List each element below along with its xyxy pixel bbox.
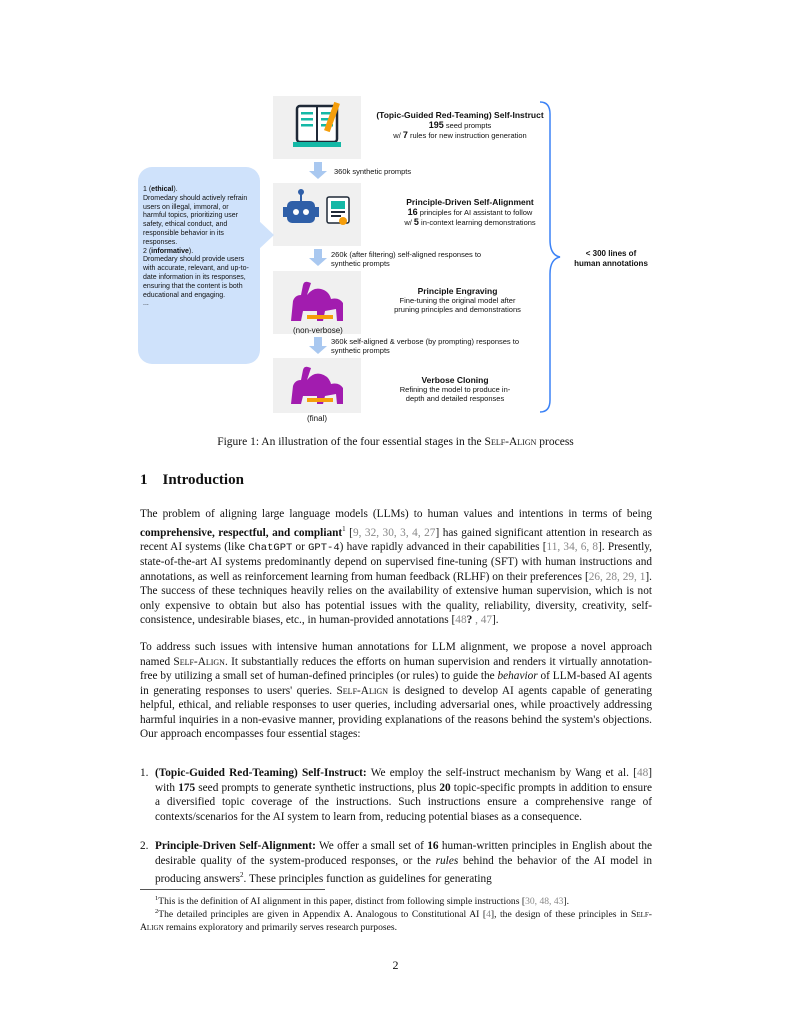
stage3-text: [375, 286, 540, 314]
list-item-number-bold: 175: [178, 781, 196, 794]
footnote-text: This is the definition of AI alignment in this paper, distinct from following simple instructions: [158, 896, 522, 908]
stage1-seed-text: seed prompts: [443, 121, 492, 130]
principle-1-name: ethical: [151, 186, 174, 193]
footnote-text: remains exploratory and primarily serves research purposes.: [163, 921, 398, 933]
p2-text-a: To address such issues with intensive human annotations for LLM alignment, we propose a novel approach named: [140, 641, 652, 668]
principle-2: [143, 248, 253, 257]
footnote-marker: 2: [155, 908, 159, 915]
p2-text-d: is designed to develop AI agents capable of generating helpful, ethical, and reliable responses to user queries, including adversarial ones, while proactively addressing harmful inquiries in a non-evasive manner, providing explanations of the reasons behind the system's objections. Our approach encompasses four essential stages:: [140, 684, 652, 740]
down-arrow-icon: [308, 162, 328, 180]
stage1-rule-text: rules for new instruction generation: [407, 131, 527, 140]
list-item-text: topic-specific prompts in addition to ensure a diversified topic coverage of the instructions. Such instructions ensure a comprehensive range of contexts/scenarios for the AI system to learn from, reducing potential biases as a consequence.: [155, 781, 652, 823]
list-item-text: human-written principles in English about the desirable quality of the system-produced responses, or the: [155, 840, 652, 867]
stage4-icon-box: [273, 358, 361, 413]
page-number: 2: [392, 958, 399, 972]
citation[interactable]: , 47: [472, 614, 493, 627]
stage4-title: Verbose Cloning: [421, 375, 489, 385]
p1-footnote-ref[interactable]: 1: [342, 524, 346, 533]
principle-2-text: Dromedary should provide users with accurate, relevant, and up-to-date information in its responses, ensuring that the content is both educational and engaging.: [143, 256, 249, 299]
p1-text-c: ) have rapidly advanced in their capabilities: [339, 540, 543, 553]
bracket-label-line1: < 300 lines of: [585, 249, 637, 258]
principle-1-num: 1 (: [143, 186, 152, 193]
list-item-title: Principle-Driven Self-Alignment:: [155, 840, 316, 852]
footnote-rule: [140, 889, 325, 890]
stage1-seed-count: 195: [428, 120, 444, 130]
principle-1-text: Dromedary should actively refrain users on illegal, immoral, or harmful topics, prioritizing user safety, ethical conduct, and responsible behavior in its responses.: [143, 194, 248, 246]
p1-chatgpt: ChatGPT: [248, 541, 293, 554]
footnote-end: .: [566, 896, 570, 908]
list-item-text: behind the behavior of the AI model in producing answers: [155, 854, 652, 885]
p1-bold: comprehensive, respectful, and compliant: [140, 526, 343, 539]
stage4-model-label: (final): [307, 414, 328, 423]
p1-text-a: The problem of aligning large language models (LLMs) to human values and intentions in terms of being: [140, 508, 652, 520]
p1-or: or: [292, 540, 309, 553]
list-item: 1. (Topic-Guided Red-Teaming) Self-Instruct: We employ the self-instruct mechanism by Wang et al. [48] with 175 seed prompts to generate synthetic instructions, plus 20 topic-specific prompts in addition to ensure a diversified topic coverage of the instructions. Such instructions ensure a comprehensive range of contexts/scenarios for the AI system to learn from, reducing potential biases as a consequence.: [140, 767, 652, 823]
p2-method-name: Self-Align: [173, 655, 225, 668]
stage2-title: Principle-Driven Self-Alignment: [406, 197, 534, 207]
camel-icon: [273, 358, 361, 413]
stage2-icon-box: [273, 183, 361, 246]
bracket-label-line2: human annotations: [574, 259, 648, 268]
stage3-line2: pruning principles and demonstrations: [394, 305, 521, 314]
citation[interactable]: 11, 34, 6, 8: [546, 540, 599, 553]
section-heading: [140, 472, 244, 489]
footnote-text: , the design of these principles in: [494, 909, 632, 921]
p2-method-name: Self-Align: [336, 684, 389, 697]
stage1-line2: [360, 130, 560, 140]
p1-text-f: .: [495, 614, 499, 627]
list-item-title: (Topic-Guided Red-Teaming) Self-Instruct:: [155, 767, 367, 779]
list-item-text: seed prompts to generate synthetic instructions, plus: [195, 781, 440, 794]
p1-text-e: . The success of these techniques heavily relies on the availability of extensive human supervision, which is not only expensive to obtain but also has potential issues with the quality, reliability, diversity, creativity, self-consistence, undesirable biases, etc., in human-provided annotations: [140, 570, 652, 627]
citation[interactable]: 30, 48, 43: [525, 896, 564, 908]
footnote-text: The detailed principles are given in Appendix A. Analogous to Constitutional AI: [158, 909, 483, 921]
stage1-line1: [360, 120, 560, 130]
stage1-title: (Topic-Guided Red-Teaming) Self-Instruct: [376, 110, 544, 120]
footnote-method-name: Self-Align: [140, 909, 652, 933]
arrow2-label: 260k (after filtering) self-aligned responses to synthetic prompts: [331, 250, 482, 268]
list-item-rules: rules: [435, 854, 459, 867]
list-item-text: . These principles function as guidelines for generating: [243, 872, 492, 885]
stage1-icon-box: [273, 96, 361, 159]
intro-paragraph-1: The problem of aligning large language models (LLMs) to human values and intentions in terms of being comprehensive, respectful, and compliant$^1$ [9, 32, 30, 3, 4, 27] has gained significant attention in research as recent AI systems (like ChatGPT or GPT-4) have rapidly advanced in their capabilities [11, 34, 6, 8]. Presently, state-of-the-art AI systems predominantly depend on supervised fine-tuning (SFT) with human instructions and annotations, as well as reinforcement learning from human feedback (RLHF) on their preferences [26, 28, 29, 1]. The success of these techniques heavily relies on the availability of extensive human supervision, which is not only expensive to obtain but also has potential issues with the quality, reliability, diversity, creativity, self-consistence, undesirable biases, etc., in human-provided annotations [48? , 47].: [140, 508, 653, 627]
p1-text-d: . Presently, state-of-the-art AI systems predominantly depend on supervised fine-tuning (SFT) with human instructions and annotations, as well as reinforcement learning from human feedback (RLHF) on their preferences: [140, 540, 653, 583]
principle-1-end: ).: [173, 186, 178, 193]
stage1-with: w/: [393, 131, 403, 140]
list-item-number-bold: 20: [439, 781, 451, 794]
section-title: Introduction: [162, 472, 244, 488]
caption-prefix: Figure 1: An illustration of the four essential stages in the: [217, 436, 485, 448]
down-arrow-icon: [308, 337, 328, 355]
list-item-text: with: [155, 781, 179, 794]
stage3-title: Principle Engraving: [417, 286, 498, 296]
p1-text-b: has gained significant attention in research as recent AI systems (like: [140, 526, 652, 553]
camel-icon: [273, 271, 361, 334]
p1-missing-cite: ?: [466, 614, 473, 627]
citation[interactable]: 4: [486, 909, 491, 921]
list-item-number-bold: 16: [427, 840, 439, 852]
stage2-principle-count: 16: [407, 207, 418, 217]
stage3-icon-box: [273, 271, 361, 334]
caption-suffix: process: [536, 436, 574, 448]
caption-method-name: Self-Align: [484, 436, 537, 448]
citation[interactable]: 26, 28, 29, 1: [588, 570, 646, 583]
principles-text: [143, 186, 253, 309]
intro-paragraph-2: [140, 640, 652, 742]
list-item-number: 2.: [140, 840, 149, 852]
stage1-text: [360, 110, 560, 140]
book-icon: [273, 96, 361, 159]
arrow3-label: 360k self-aligned & verbose (by prompting) responses to synthetic prompts: [331, 337, 520, 355]
stage4-line2: depth and detailed responses: [405, 394, 505, 403]
stage3-model-label: (non-verbose): [293, 326, 343, 335]
bubble-pointer: [258, 220, 276, 250]
footnote-marker: 1: [155, 895, 159, 902]
principle-2-end: ).: [188, 247, 194, 255]
stage2-with: w/: [404, 218, 414, 227]
stage2-demo-count: 5: [413, 217, 419, 227]
principle-2-name: informative: [151, 247, 189, 255]
robot-icon: [273, 183, 361, 246]
footnote-2: $^2$The detailed principles are given in Appendix A. Analogous to Constitutional AI [4], the design of these principles in Self-Align remains exploratory and primarily serves research purposes.: [140, 908, 652, 933]
list-item: [140, 839, 652, 886]
principle-1: [143, 186, 253, 195]
principle-2-num: 2 (: [143, 247, 152, 255]
principle-ellipsis: ...: [143, 300, 149, 308]
citation[interactable]: 48: [636, 767, 649, 779]
stage4-line1: Refining the model to produce in-: [399, 385, 511, 394]
figure-caption: [0, 436, 791, 448]
citation[interactable]: 48: [455, 614, 467, 627]
list-item-text: We employ the self-instruct mechanism by Wang et al.: [366, 767, 634, 779]
list-item-number: 1.: [140, 767, 149, 779]
arrow1-label: 360k synthetic prompts: [334, 167, 412, 176]
stage2-demo-text: in-context learning demonstrations: [418, 218, 536, 227]
footnote-1: $^1$This is the definition of AI alignment in this paper, distinct from following simple instructions [30, 48, 43].: [155, 895, 570, 908]
stage2-principle-text: principles for AI assistant to follow: [417, 208, 533, 217]
stage3-line1: Fine-tuning the original model after: [399, 296, 516, 305]
citation[interactable]: 9, 32, 30, 3, 4, 27: [352, 526, 436, 539]
section-number: 1: [140, 472, 148, 488]
list-item-text: We offer a small set of: [315, 840, 428, 852]
stage4-text: [375, 375, 535, 403]
stage1-rule-count: 7: [402, 130, 408, 140]
right-brace-icon: [538, 100, 568, 414]
p2-text-c: of LLM-based AI agents in generating responses to users' queries.: [140, 670, 653, 697]
footnote-ref[interactable]: 2: [240, 871, 244, 879]
p2-behavior: behavior: [497, 670, 538, 682]
p1-gpt4: GPT-4: [308, 541, 340, 554]
down-arrow-icon: [308, 249, 328, 267]
bracket-label: [566, 249, 656, 269]
p2-text-b: . It substantially reduces the efforts on human supervision and renders it virtually annotation-free by utilizing a small set of human-defined principles (or rules) to guide the: [140, 655, 652, 682]
